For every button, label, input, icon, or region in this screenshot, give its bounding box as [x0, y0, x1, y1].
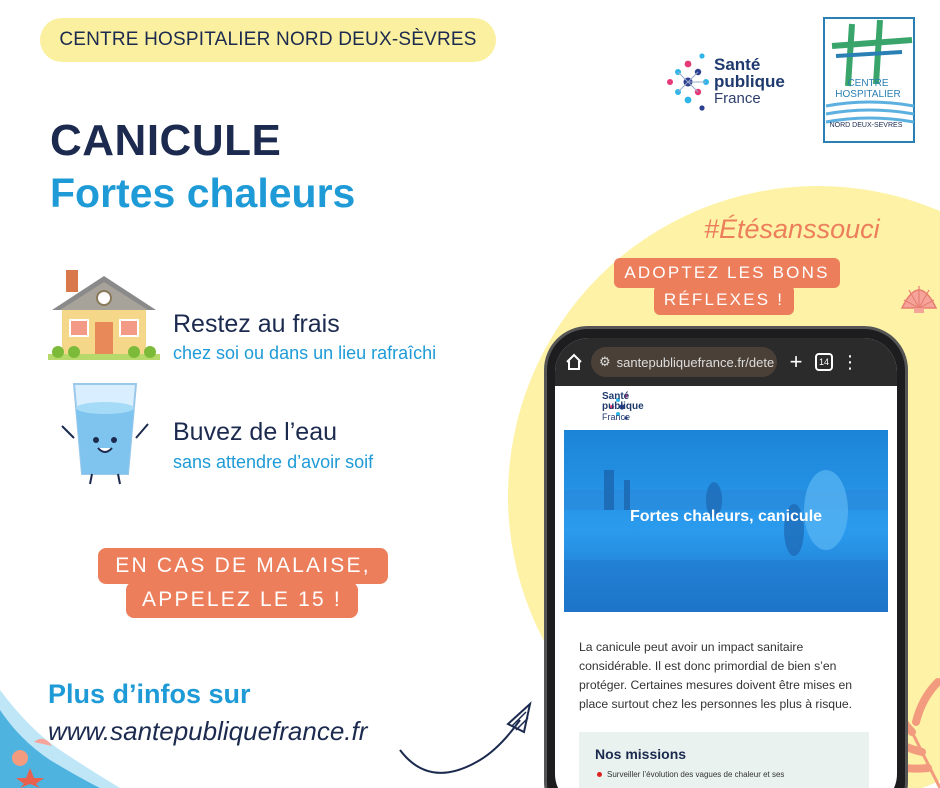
address-bar-url: santepubliquefrance.fr/dete [616, 354, 775, 370]
more-menu-icon[interactable]: ⋮ [841, 351, 859, 372]
house-icon [48, 270, 160, 362]
hospital-name-badge: CENTRE HOSPITALIER NORD DEUX-SÈVRES [40, 18, 496, 62]
address-bar[interactable] [591, 347, 777, 377]
water-glass-icon [58, 378, 152, 486]
ch-logo-line3: NORD DEUX-SEVRES [829, 122, 903, 129]
spf-logo-wordmark [714, 56, 785, 107]
beach-wave-icon [0, 690, 120, 788]
tip-title-stay-cool: Restez au frais [173, 310, 340, 338]
spf-logo-line3: France [714, 90, 761, 107]
ch-logo-line2: HOSPITALIER [835, 89, 901, 100]
missions-heading: Nos missions [595, 746, 687, 762]
hero-title: Fortes chaleurs, canicule [629, 508, 823, 525]
site-logo-wordmark [602, 392, 644, 422]
new-tab-icon[interactable]: + [789, 349, 803, 374]
tip-subtitle-stay-cool: chez soi ou dans un lieu rafraîchi [173, 343, 437, 363]
bullet-icon [597, 772, 602, 777]
spf-logo-line2: publique [714, 72, 785, 91]
mission-list-item: Surveiller l’évolution des vagues de chaleur et ses [607, 770, 785, 779]
ch-logo-wordmark [826, 78, 910, 100]
tip-title-drink-water: Buvez de l’eau [173, 418, 338, 446]
site-logo-line1: Santé [602, 391, 630, 402]
site-logo-line2: publique [602, 401, 644, 412]
page-subtitle: Fortes chaleurs [50, 170, 356, 216]
seashell-icon [898, 278, 940, 318]
reflexes-badge-line2: RÉFLEXES ! [654, 285, 794, 315]
missions-panel [579, 732, 869, 788]
reflexes-badge-line1: ADOPTEZ LES BONS [614, 258, 840, 288]
more-info-heading: Plus d’infos sur [48, 679, 251, 709]
spf-logo-line1: Santé [714, 55, 761, 74]
site-settings-icon[interactable]: ⚙ [599, 354, 611, 369]
article-intro: La canicule peut avoir un impact sanitaire considérable. Il est donc primordial de bien s’en protéger. Certaines mesures doivent être mises en place surtout chez les personnes les plus à risque. [579, 640, 853, 711]
page-title: CANICULE [50, 116, 282, 165]
site-logo-line3: France [602, 412, 631, 422]
arrow-icon [390, 700, 540, 786]
tab-counter-button[interactable]: 14 [815, 353, 833, 371]
ch-logo-line1: CENTRE [847, 78, 889, 89]
tip-subtitle-drink-water: sans attendre d’avoir soif [173, 452, 374, 472]
smartphone-screen [555, 338, 897, 788]
website-url-link[interactable]: www.santepubliquefrance.fr [48, 716, 368, 746]
browser-toolbar [555, 338, 897, 386]
emergency-alert-line1: EN CAS DE MALAISE, [98, 548, 388, 584]
campaign-hashtag: #Étésanssouci [704, 214, 880, 244]
emergency-alert-line2: APPELEZ LE 15 ! [126, 582, 358, 618]
hero-banner [564, 430, 888, 612]
home-icon[interactable] [565, 353, 583, 371]
